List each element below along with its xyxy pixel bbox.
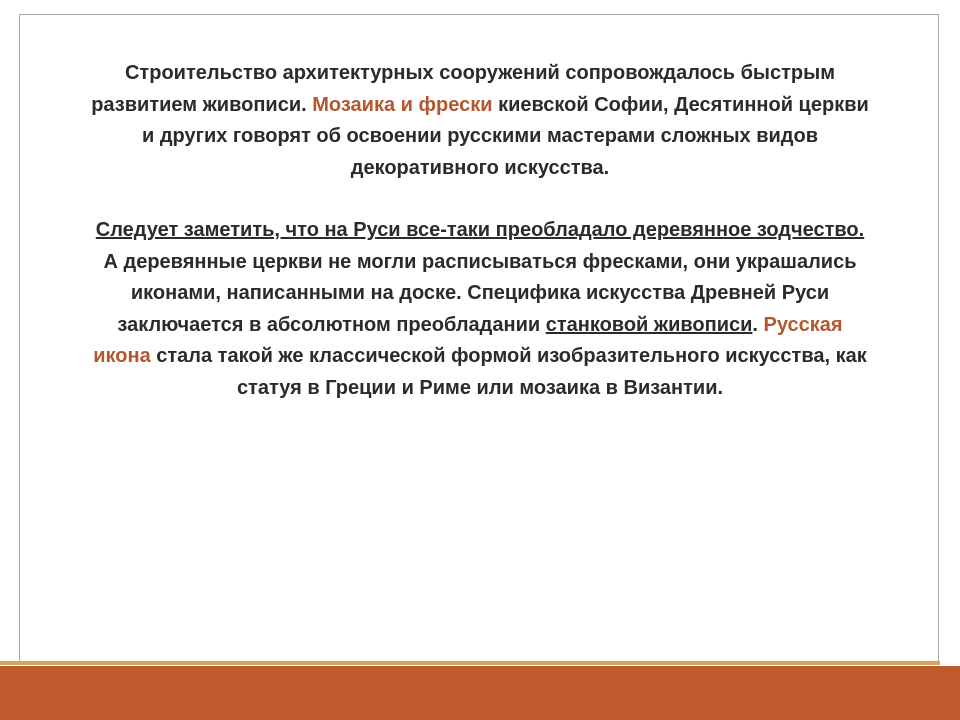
paragraph-wooden-architecture bbox=[90, 215, 870, 404]
paragraph1-text-start: Строительство архитектурных сооружений сопровождалось быстрым развитием живописи. bbox=[91, 62, 836, 116]
highlight-mosaic-frescoes: Мозаика и фрески bbox=[312, 93, 493, 116]
paragraph-architecture-painting bbox=[90, 58, 870, 184]
footer-band bbox=[0, 666, 960, 720]
slide-text bbox=[90, 58, 870, 404]
footer-accent-line bbox=[0, 661, 940, 665]
highlight-russian-icon: Русская икона bbox=[93, 313, 843, 367]
paragraph1-text-end: киевской Софии, Десятинной церкви и других говорят об освоении русскими мастерами сложных видов декоративного искусства. bbox=[141, 93, 869, 179]
paragraph2-text-middle: . bbox=[752, 313, 764, 336]
underlined-easel-painting: станковой живописи bbox=[545, 313, 753, 336]
underlined-wooden-architecture: Следует заметить, что на Руси все-таки преобладало деревянное зодчество. bbox=[95, 219, 865, 241]
paragraph2-text-start: А деревянные церкви не могли расписываться фресками, они украшались иконами, написанными на доске. Специфика искусства Древней Руси заключается в абсолютном преобладании bbox=[103, 250, 857, 336]
paragraph2-text-end: стала такой же классической формой изобразительного искусства, как статуя в Греции и Риме или мозаика в Византии. bbox=[150, 345, 867, 399]
